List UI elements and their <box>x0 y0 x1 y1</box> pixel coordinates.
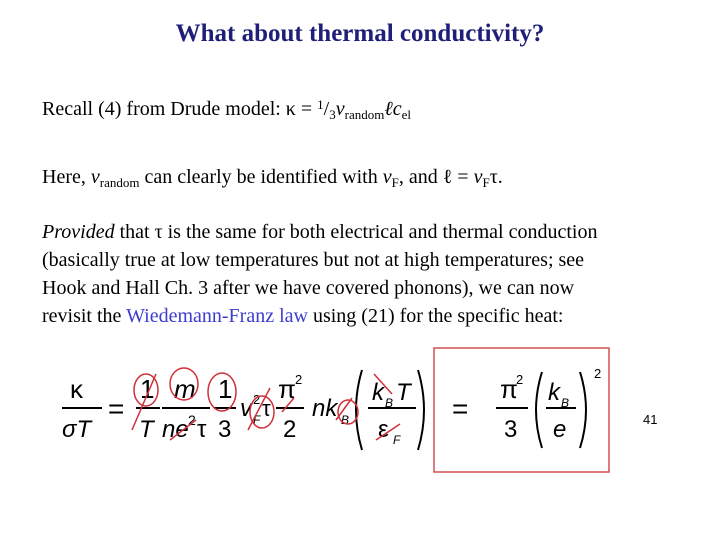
heat-capacity-symbol: c <box>392 98 402 120</box>
left-paren <box>356 370 362 450</box>
tau-symbol: τ. <box>489 166 503 188</box>
identification-text: can clearly be identified with <box>139 166 383 188</box>
fermi-energy-symbol: ε <box>378 416 389 443</box>
pi-symbol: π <box>500 374 518 404</box>
fermi-velocity-symbol: v <box>473 166 483 188</box>
fermi-subscript: F <box>253 413 261 427</box>
ne-symbol: ne <box>162 416 189 443</box>
fermi-subscript: F <box>391 175 399 190</box>
recall-prefix: Recall (4) from Drude model: κ = <box>42 98 318 120</box>
here-prefix: Here, <box>42 166 91 188</box>
paragraph-line-2: (basically true at low temperatures but not at high temperatures; see <box>42 249 585 271</box>
fermi-subscript: F <box>393 433 401 447</box>
page-number: 41 <box>643 412 658 427</box>
denominator-three: 3 <box>218 416 232 443</box>
fermi-velocity-symbol: v <box>240 395 252 422</box>
tau-symbol: τ <box>262 396 271 421</box>
charge-symbol: e <box>553 416 567 443</box>
right-paren <box>580 372 586 448</box>
paragraph-line-3: Hook and Hall Ch. 3 after we have covered phonons), we can now <box>42 277 575 299</box>
boltzmann-subscript: B <box>385 396 394 410</box>
square-exponent: 2 <box>188 412 196 428</box>
equals-sign: = <box>108 393 125 424</box>
kappa-symbol: κ <box>70 374 83 404</box>
random-subscript: random <box>99 175 140 190</box>
slide-title: What about thermal conductivity? <box>175 20 545 47</box>
square-exponent: 2 <box>295 372 303 387</box>
boltzmann-subscript: B <box>341 413 350 427</box>
recall-line: Recall (4) from Drude model: $\kappa = ^1/_3v_{random}\ell c_{el}$ <box>42 97 411 122</box>
tau-symbol: τ <box>197 416 207 443</box>
pi-symbol: π <box>278 374 296 404</box>
paragraph-line-4-end: using (21) for the specific heat: <box>307 305 564 327</box>
denominator-three: 3 <box>504 416 518 443</box>
mass-symbol: m <box>174 374 196 404</box>
paragraph-line-4-start: revisit the <box>42 305 127 327</box>
velocity-symbol: v <box>90 166 100 188</box>
and-text: , and ℓ = <box>398 166 474 188</box>
velocity-symbol: v <box>335 98 345 120</box>
wiedemann-franz-link[interactable]: Wiedemann-Franz law <box>126 305 308 327</box>
el-subscript: el <box>401 107 411 122</box>
square-exponent: 2 <box>516 372 524 387</box>
paragraph-line-1: that τ is the same for both electrical and thermal conduction <box>114 221 598 243</box>
equals-sign: = <box>452 393 469 424</box>
kb-symbol: k <box>372 379 384 406</box>
square-exponent: 2 <box>594 366 602 381</box>
square-exponent: 2 <box>253 392 261 407</box>
numerator-one: 1 <box>218 374 233 404</box>
fraction-numerator: 1 <box>317 97 324 112</box>
provided-word: Provided <box>42 221 115 243</box>
boltzmann-subscript: B <box>561 396 570 410</box>
fraction-denominator: 3 <box>329 107 336 122</box>
kb-symbol: k <box>548 379 560 406</box>
right-paren <box>418 370 424 450</box>
mean-free-path-symbol: ℓ <box>384 98 393 120</box>
left-paren <box>536 372 542 448</box>
random-subscript: random <box>344 107 385 122</box>
numerator-one: 1 <box>140 374 155 404</box>
temperature-symbol: T <box>396 379 411 406</box>
nk-symbol: nk <box>312 395 338 422</box>
temperature-symbol: T <box>139 416 154 443</box>
sigma-t-symbol: σT <box>62 416 92 443</box>
fermi-velocity-symbol: v <box>382 166 392 188</box>
fermi-subscript: F <box>482 175 490 190</box>
denominator-two: 2 <box>283 416 297 443</box>
